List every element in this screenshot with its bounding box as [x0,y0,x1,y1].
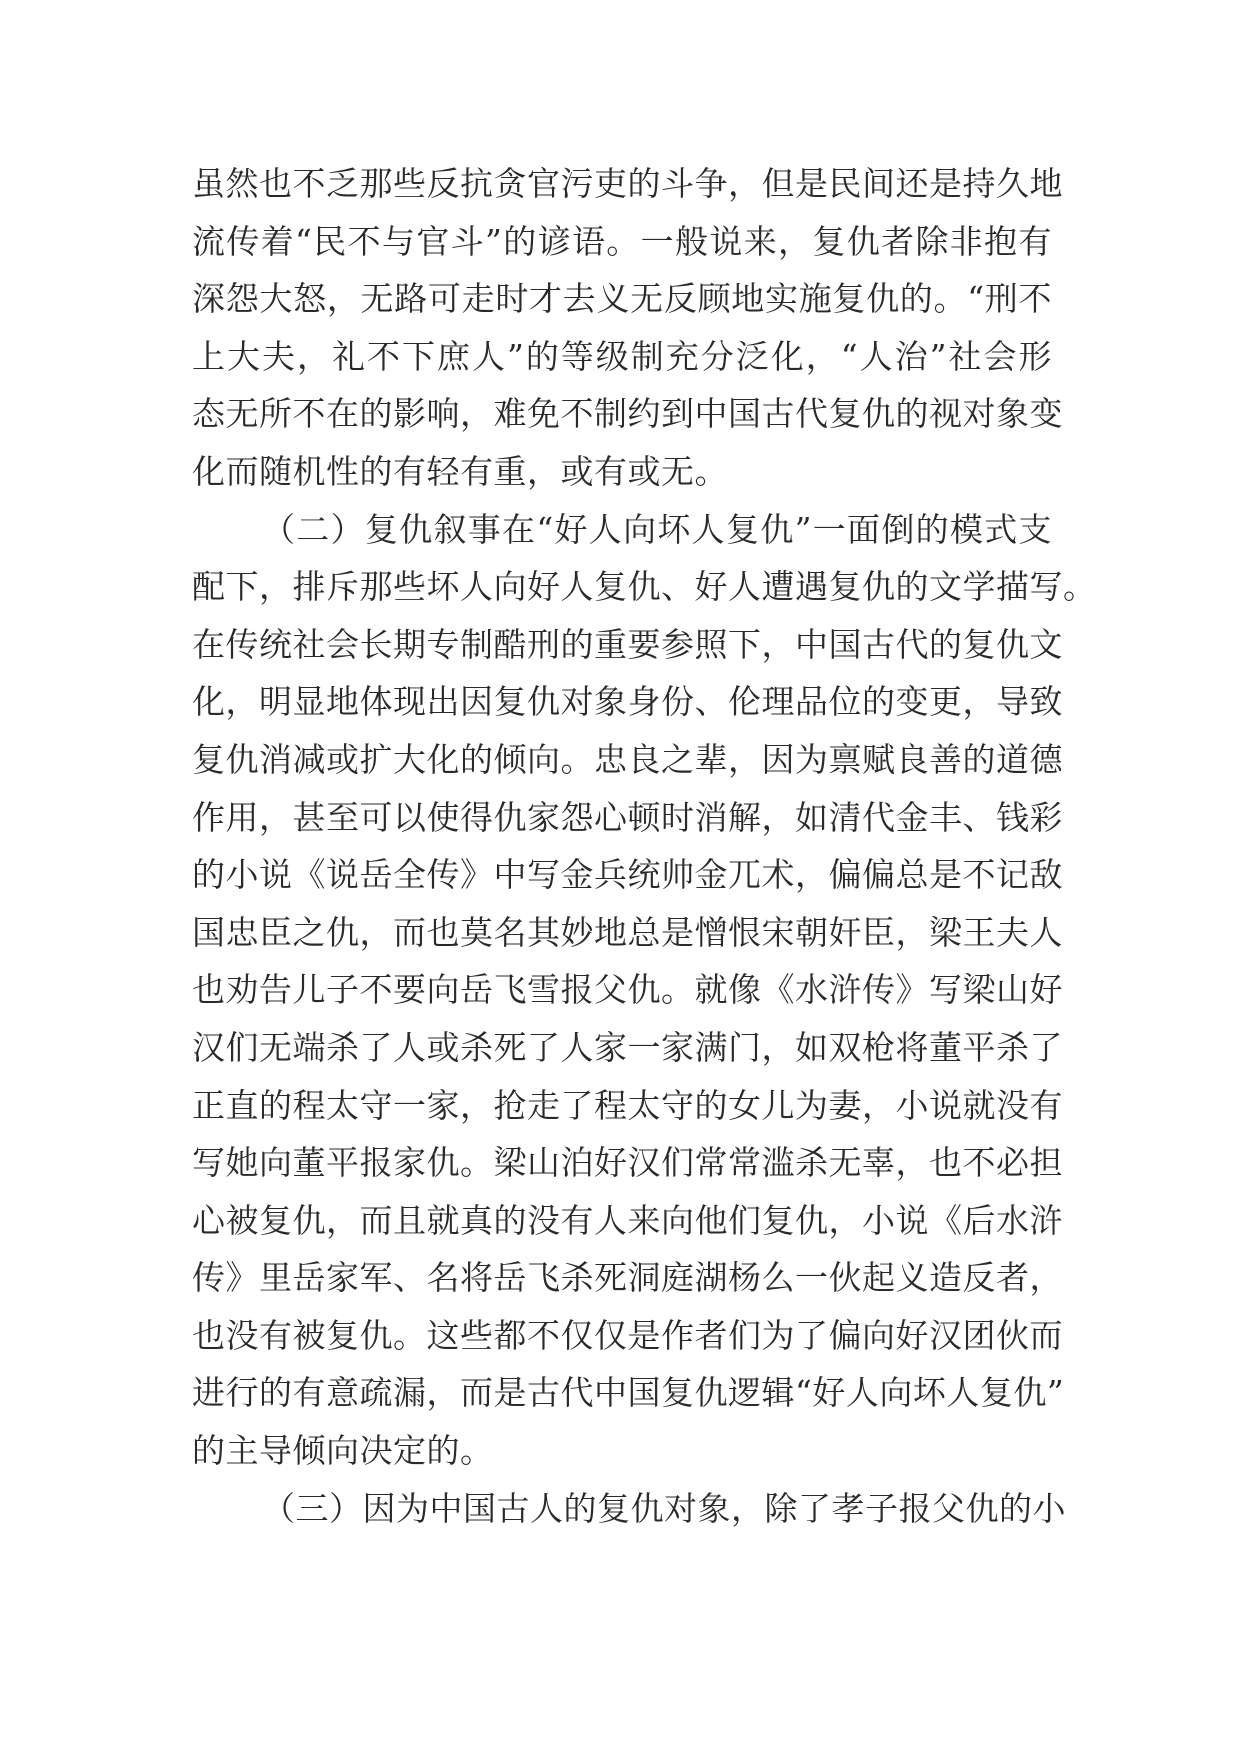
text-line: 传》里岳家军、名将岳飞杀死洞庭湖杨么一伙起义造反者， [192,1258,1063,1298]
text-line: 化，明显地体现出因复仇对象身份、伦理品位的变更，导致 [192,682,1063,722]
text-line: 化而随机性的有轻有重，或有或无。 [192,451,728,491]
text-line: 虽然也不乏那些反抗贪官污吏的斗争，但是民间还是持久地 [192,164,1063,203]
text-line: 上大夫，礼不下庶人”的等级制充分泛化，“人治”社会形 [192,336,1052,376]
text-line: 的主导倾向决定的。 [192,1431,494,1471]
text-line: 态无所不在的影响，难免不制约到中国古代复仇的视对象变 [192,394,1063,434]
paragraph-two-first-line: （二）复仇叙事在“好人向坏人复仇”一面倒的模式支 [262,509,1052,549]
text-line: 正直的程太守一家，抢走了程太守的女儿为妻，小说就没有 [192,1085,1063,1125]
paragraph-three-first-line: （三）因为中国古人的复仇对象，除了孝子报父仇的小 [262,1488,1066,1528]
body-text [192,155,1097,1537]
text-line: 的小说《说岳全传》中写金兵统帅金兀术，偏偏总是不记敌 [192,855,1063,895]
text-line: 心被复仇，而且就真的没有人来向他们复仇，小说《后水浒 [192,1200,1063,1240]
text-line: 国忠臣之仇，而也莫名其妙地总是憎恨宋朝奸臣，梁王夫人 [192,912,1063,952]
text-line: 流传着“民不与官斗”的谚语。一般说来，复仇者除非抱有 [192,221,1052,261]
text-line: 写她向董平报家仇。梁山泊好汉们常常滥杀无辜，也不必担 [192,1143,1063,1183]
text-line: 汉们无端杀了人或杀死了人家一家满门，如双枪将董平杀了 [192,1027,1063,1067]
text-line: 作用，甚至可以使得仇家怨心顿时消解，如清代金丰、钱彩 [192,797,1063,837]
text-line: 深怨大怒，无路可走时才去义无反顾地实施复仇的。“刑不 [192,279,1052,319]
text-line: 也劝告儿子不要向岳飞雪报父仇。就像《水浒传》写梁山好 [192,970,1063,1010]
text-line: 在传统社会长期专制酷刑的重要参照下，中国古代的复仇文 [192,624,1063,664]
text-line: 复仇消减或扩大化的倾向。忠良之辈，因为禀赋良善的道德 [192,739,1063,779]
text-line: 进行的有意疏漏，而是古代中国复仇逻辑“好人向坏人复仇” [192,1373,1065,1413]
text-line: 配下，排斥那些坏人向好人复仇、好人遭遇复仇的文学描写。 [192,567,1097,607]
text-line: 也没有被复仇。这些都不仅仅是作者们为了偏向好汉团伙而 [192,1315,1063,1355]
